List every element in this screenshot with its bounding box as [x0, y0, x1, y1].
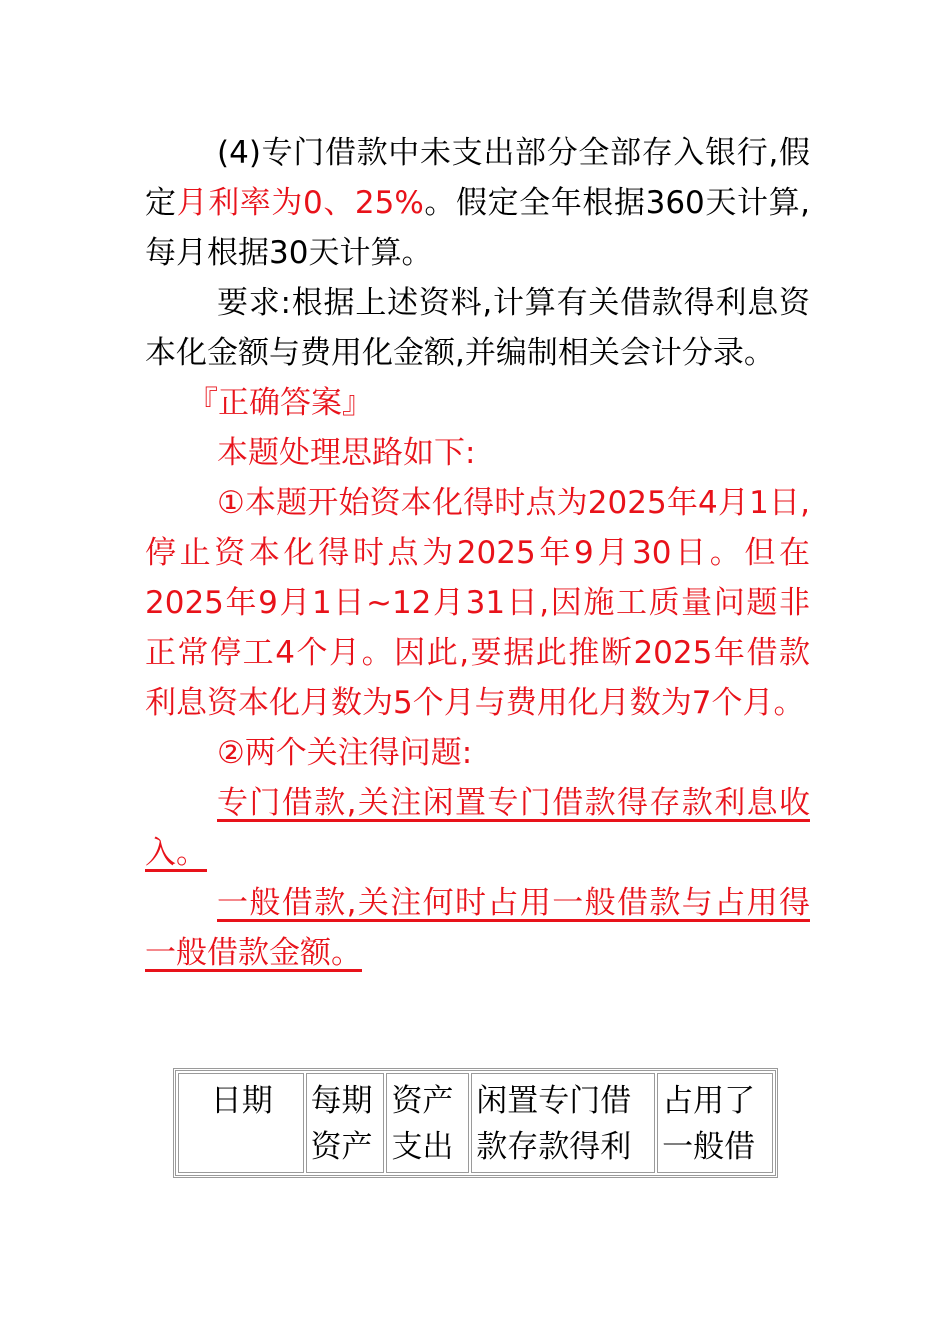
paragraph-approach: 本题处理思路如下: — [217, 435, 476, 471]
paragraph-general-loan — [145, 878, 810, 978]
header-cell-general-loan-used: 占用了一般借 — [657, 1073, 773, 1173]
answer-heading: 『正确答案』 — [187, 385, 373, 421]
underlined-text: 一般借款,关注何时占用一般借款与占用得一般借款金额。 — [145, 885, 810, 971]
paragraph-point-two: ②两个关注得问题: — [217, 735, 473, 771]
highlighted-rate: 月利率为0、25% — [176, 185, 424, 221]
text-segment: 。假定全年根据360天计算,每月根据30天计算。 — [145, 185, 811, 271]
table — [176, 1071, 775, 1175]
paragraph-point-one: ①本题开始资本化得时点为2025年4月1日,停止资本化得时点为2025年9月30日。但在2025年9月1日~12月31日,因施工质量问题非正常停工4个月。因此,要据此推断2025年借款利息资本化月数为5个月与费用化月数为7个月。 — [145, 485, 810, 721]
paragraph-special-loan — [145, 778, 810, 878]
header-cell-idle-deposit-interest: 闲置专门借款存款得利 — [471, 1073, 655, 1173]
calculation-table — [173, 1068, 778, 1178]
table-header-row — [178, 1073, 773, 1173]
underlined-text: 专门借款,关注闲置专门借款得存款利息收入。 — [145, 785, 810, 871]
paragraph-deposit-assumption — [145, 128, 810, 278]
header-cell-date: 日期 — [178, 1073, 304, 1173]
header-cell-asset-per-period: 每期资产 — [306, 1073, 385, 1173]
paragraph-requirement: 要求:根据上述资料,计算有关借款得利息资本化金额与费用化金额,并编制相关会计分录。 — [145, 285, 810, 371]
document-body — [145, 128, 810, 978]
text-segment: (4)专门借款中未支出部分全部存入银行,假定 — [145, 135, 810, 221]
header-cell-asset-expenditure: 资产支出 — [386, 1073, 469, 1173]
